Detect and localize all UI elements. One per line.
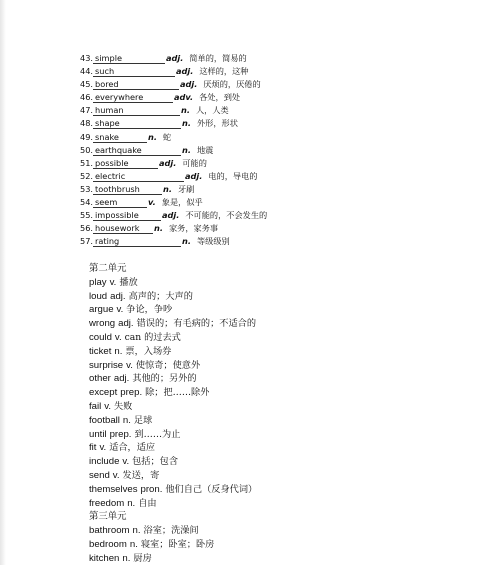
part-of-speech: v. bbox=[148, 197, 156, 208]
entry-word: until bbox=[89, 428, 107, 440]
word-entry bbox=[89, 359, 257, 373]
entry-pos: n. bbox=[122, 414, 131, 426]
vocab-row bbox=[80, 65, 267, 78]
part-of-speech: n. bbox=[163, 183, 172, 194]
part-of-speech: n. bbox=[154, 223, 163, 234]
entry-meaning: 除；把……除外 bbox=[145, 387, 210, 399]
word-meaning: 象是，似乎 bbox=[161, 197, 203, 208]
unit-title: 第三单元 bbox=[89, 511, 127, 523]
word-blank: such bbox=[93, 67, 175, 77]
item-number: 52. bbox=[80, 170, 94, 181]
part-of-speech: adj. bbox=[162, 210, 180, 221]
word-meaning: 家务，家务事 bbox=[168, 223, 219, 234]
entry-meaning: 到……为止 bbox=[134, 428, 181, 440]
entry-pos: v. bbox=[116, 304, 124, 316]
vocab-row bbox=[80, 91, 267, 104]
entry-word: football bbox=[89, 414, 120, 426]
numbered-vocab-list bbox=[80, 52, 267, 248]
item-number: 56. bbox=[80, 223, 94, 234]
word-blank: simple bbox=[93, 54, 165, 64]
entry-word: except bbox=[89, 387, 118, 399]
item-number: 54. bbox=[80, 197, 94, 208]
item-number: 51. bbox=[80, 157, 94, 168]
entry-meaning: 高声的；大声的 bbox=[128, 290, 193, 302]
word-meaning: 简单的，简易的 bbox=[189, 53, 247, 63]
word-entry bbox=[89, 441, 257, 455]
word-meaning: 厌烦的，厌倦的 bbox=[203, 79, 261, 90]
vocab-row bbox=[80, 209, 267, 222]
entry-meaning: 失败 bbox=[113, 400, 133, 412]
part-of-speech: n. bbox=[148, 131, 157, 142]
vocab-row bbox=[80, 183, 267, 196]
vocab-row bbox=[80, 144, 267, 157]
entry-pos: n. bbox=[132, 525, 141, 537]
word-meaning: 等级级别 bbox=[196, 236, 230, 247]
vocab-row bbox=[80, 104, 267, 117]
vocab-row bbox=[80, 222, 267, 235]
word-entry bbox=[89, 276, 257, 290]
entry-meaning: 争论，争吵 bbox=[126, 304, 173, 316]
word-blank: human bbox=[93, 106, 180, 116]
word-meaning: 蛇 bbox=[162, 131, 172, 142]
part-of-speech: n. bbox=[182, 144, 191, 155]
word-entry bbox=[89, 345, 257, 359]
unit-title: 第二单元 bbox=[89, 263, 127, 274]
entry-pos: v. bbox=[122, 456, 130, 468]
word-entry bbox=[89, 538, 257, 552]
vocab-row bbox=[80, 235, 267, 248]
entry-word: argue bbox=[89, 304, 114, 316]
word-entry bbox=[89, 317, 257, 331]
entry-meaning: 适合，适应 bbox=[109, 442, 156, 454]
part-of-speech: adj. bbox=[166, 53, 184, 63]
entry-meaning: 使惊奇；使意外 bbox=[135, 359, 201, 371]
entry-meaning: 播放 bbox=[119, 276, 138, 288]
vocab-row bbox=[80, 52, 267, 65]
word-meaning: 牙刷 bbox=[177, 183, 195, 194]
word-entry bbox=[89, 483, 257, 497]
part-of-speech: adv. bbox=[174, 92, 194, 103]
word-entry bbox=[89, 400, 257, 414]
word-meaning: 人，人类 bbox=[195, 105, 229, 116]
entry-pos: adj. bbox=[110, 290, 126, 302]
word-meaning: 地震 bbox=[196, 144, 214, 155]
entry-meaning: 寝室；卧室；卧房 bbox=[140, 538, 215, 550]
entry-meaning: 足球 bbox=[133, 414, 153, 426]
entry-word: fit bbox=[89, 442, 97, 454]
entry-pos: v. bbox=[109, 276, 117, 288]
entry-word: include bbox=[89, 456, 120, 468]
part-of-speech: adj. bbox=[159, 157, 177, 168]
word-meaning: 外形，形状 bbox=[196, 118, 238, 129]
word-entry bbox=[89, 524, 257, 538]
vocab-row bbox=[80, 131, 267, 144]
entry-meaning: 其他的；另外的 bbox=[132, 373, 197, 385]
page-edge-shadow bbox=[0, 0, 6, 565]
word-entry bbox=[89, 552, 257, 566]
word-entry bbox=[89, 372, 257, 386]
part-of-speech: adj. bbox=[180, 79, 198, 90]
part-of-speech: n. bbox=[182, 236, 191, 247]
entry-pos: n. bbox=[114, 345, 123, 357]
word-blank: seem bbox=[93, 198, 147, 208]
entry-pos: v. bbox=[126, 359, 133, 371]
item-number: 55. bbox=[80, 210, 94, 221]
entry-meaning: 发送，寄 bbox=[122, 469, 160, 481]
item-number: 46. bbox=[80, 92, 94, 103]
word-blank: shape bbox=[93, 119, 181, 129]
entry-pos: prep. bbox=[120, 387, 143, 399]
item-number: 45. bbox=[80, 79, 94, 90]
entry-pos: adj. bbox=[118, 318, 134, 330]
entry-meaning: 厨房 bbox=[133, 552, 152, 564]
entry-word: freedom bbox=[89, 497, 125, 509]
word-blank: rating bbox=[93, 237, 181, 247]
word-blank: bored bbox=[93, 80, 179, 90]
part-of-speech: adj. bbox=[185, 170, 203, 181]
entry-word: loud bbox=[89, 290, 108, 302]
entry-pos: pron. bbox=[140, 483, 163, 495]
word-entry bbox=[89, 469, 257, 483]
word-blank: electric bbox=[93, 172, 184, 182]
entry-word: play bbox=[89, 276, 107, 288]
entry-pos: v. bbox=[112, 469, 120, 481]
item-number: 44. bbox=[80, 66, 94, 77]
word-blank: possible bbox=[93, 159, 158, 169]
word-entry bbox=[89, 428, 257, 442]
entry-word: bathroom bbox=[89, 525, 130, 537]
word-entry bbox=[89, 303, 257, 317]
entry-word: send bbox=[89, 469, 110, 481]
vocab-row bbox=[80, 170, 267, 183]
word-entry bbox=[89, 414, 257, 428]
entry-word: surprise bbox=[89, 359, 124, 371]
word-meaning: 电的，导电的 bbox=[208, 170, 258, 181]
item-number: 43. bbox=[80, 53, 94, 63]
word-meaning: 各处，到处 bbox=[199, 92, 241, 103]
entry-pos: v. bbox=[99, 442, 107, 454]
entry-pos: v. bbox=[114, 331, 122, 343]
entry-meaning: 票，入场券 bbox=[125, 345, 172, 357]
entry-pos: n. bbox=[122, 552, 131, 564]
entry-word: wrong bbox=[89, 318, 116, 330]
item-number: 47. bbox=[80, 105, 94, 116]
word-entry bbox=[89, 455, 257, 469]
entry-meaning: 自由 bbox=[138, 497, 157, 509]
word-entry bbox=[89, 497, 257, 511]
entry-meaning: 浴室；洗澡间 bbox=[143, 525, 199, 537]
entry-word: fail bbox=[89, 400, 102, 412]
word-entry bbox=[89, 331, 257, 345]
unit-vocab-list bbox=[89, 262, 257, 566]
entry-word: other bbox=[89, 373, 111, 385]
vocab-row bbox=[80, 78, 267, 91]
entry-word: ticket bbox=[89, 345, 112, 357]
word-blank: earthquake bbox=[93, 146, 181, 156]
entry-meaning: 包括；包含 bbox=[132, 456, 179, 468]
item-number: 53. bbox=[80, 183, 94, 194]
item-number: 48. bbox=[80, 118, 94, 129]
entry-meaning: 错误的；有毛病的；不适合的 bbox=[136, 318, 257, 330]
entry-meaning: 他们自己（反身代词） bbox=[165, 483, 258, 495]
word-blank: impossible bbox=[93, 211, 161, 221]
item-number: 50. bbox=[80, 144, 94, 155]
word-blank: everywhere bbox=[93, 93, 173, 103]
part-of-speech: adj. bbox=[176, 66, 194, 77]
vocab-row bbox=[80, 196, 267, 209]
vocab-row bbox=[80, 157, 267, 170]
entry-word: could bbox=[89, 331, 112, 343]
word-entry bbox=[89, 290, 257, 304]
word-blank: toothbrush bbox=[93, 185, 162, 195]
item-number: 57. bbox=[80, 236, 94, 247]
entry-pos: v. bbox=[104, 400, 111, 412]
word-meaning: 不可能的，不会发生的 bbox=[185, 210, 268, 221]
entry-word: bedroom bbox=[89, 538, 127, 550]
part-of-speech: n. bbox=[182, 118, 191, 129]
word-meaning: 可能的 bbox=[182, 157, 207, 168]
entry-pos: prep. bbox=[109, 428, 132, 440]
word-blank: snake bbox=[93, 133, 147, 143]
entry-word: themselves bbox=[89, 483, 138, 495]
entry-meaning: can 的过去式 bbox=[124, 331, 181, 343]
entry-word: kitchen bbox=[89, 552, 120, 564]
word-entry bbox=[89, 386, 257, 400]
entry-pos: n. bbox=[129, 538, 138, 550]
entry-pos: n. bbox=[127, 497, 136, 509]
word-blank: housework bbox=[93, 224, 153, 234]
entry-pos: adj. bbox=[113, 373, 130, 385]
part-of-speech: n. bbox=[181, 105, 190, 116]
word-meaning: 这样的，这种 bbox=[199, 66, 249, 77]
item-number: 49. bbox=[80, 131, 94, 142]
vocab-row bbox=[80, 117, 267, 130]
